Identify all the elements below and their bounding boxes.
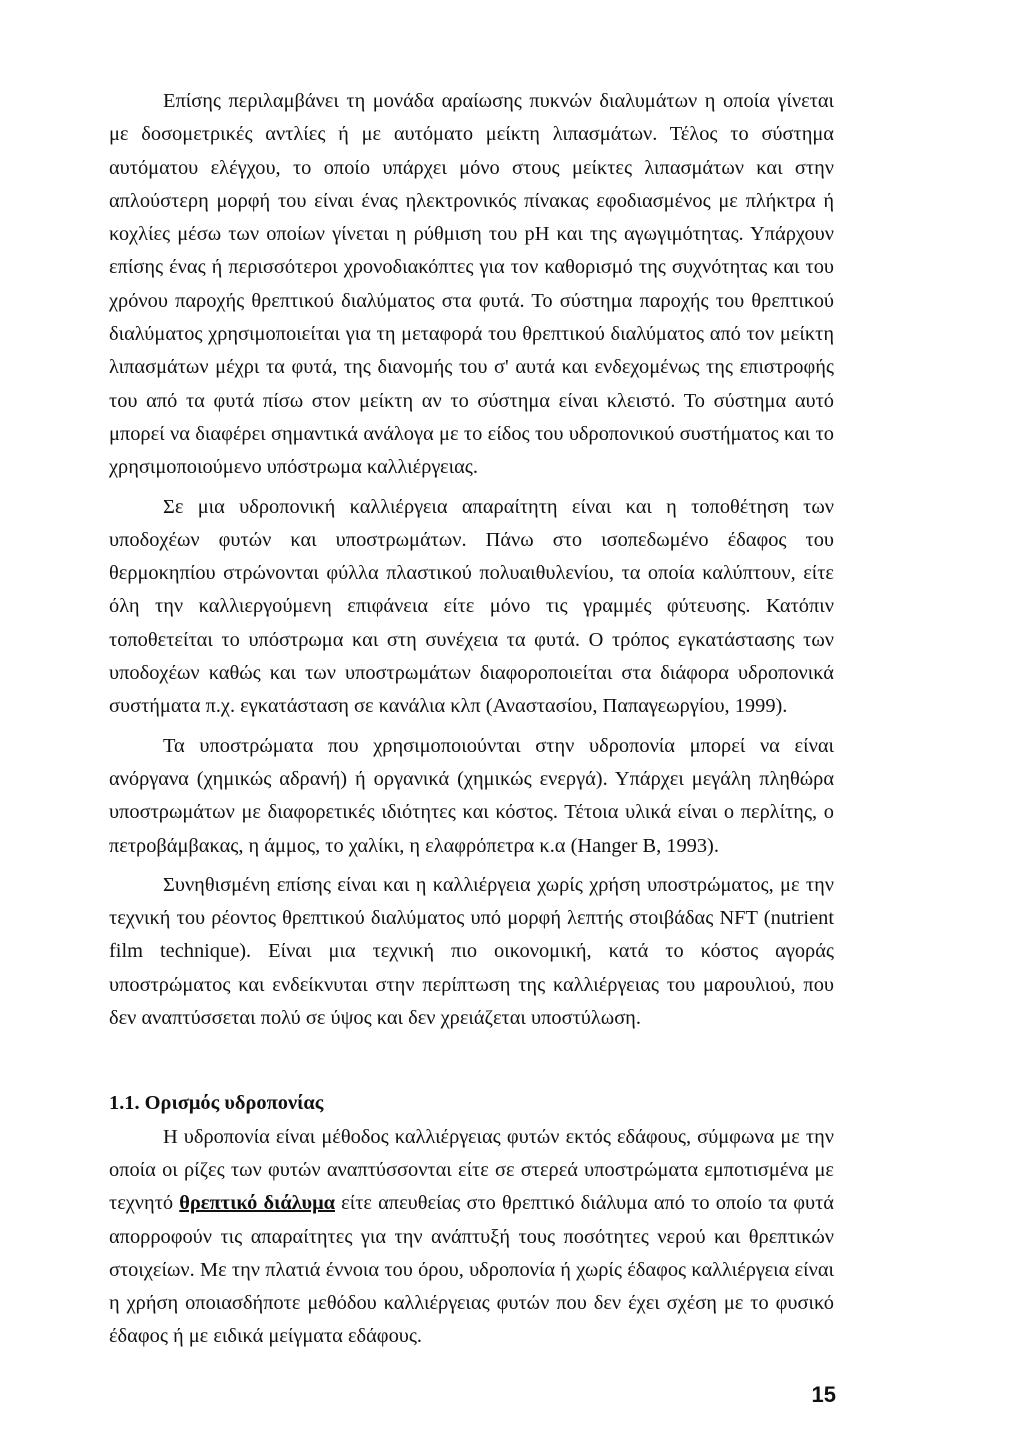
- paragraph-definition: [109, 1121, 834, 1354]
- paragraph-dosing-and-control: Επίσης περιλαμβάνει τη μονάδα αραίωσης πυκνών διαλυμάτων η οποία γίνεται με δοσομετρικές αντλίες ή με αυτόματο μείκτη λιπασμάτων. Τέλος το σύστημα αυτόματου ελέγχου, το οποίο υπάρχει μόνο στους μείκτες λιπασμάτων και στην απλούστερη μορφή του είναι ένας ηλεκτρονικός πίνακας εφοδιασμένος με πλήκτρα ή κοχλίες μέσω των οποίων γίνεται η ρύθμιση του pH και της αγωγιμότητας. Υπάρχουν επίσης ένας ή περισσότεροι χρονοδιακόπτες για τον καθορισμό της συχνότητας και του χρόνου παροχής θρεπτικού διαλύματος στα φυτά. Το σύστημα παροχής του θρεπτικού διαλύματος χρησιμοποιείται για τη μεταφορά του θρεπτικού διαλύματος από τον μείκτη λιπασμάτων μέχρι τα φυτά, της διανομής του σ' αυτά και ενδεχομένως της επιστροφής του από τα φυτά πίσω στον μείκτη αν το σύστημα είναι κλειστό. Το σύστημα αυτό μπορεί να διαφέρει σημαντικά ανάλογα με το είδος του υδροπονικού συστήματος και το χρησιμοποιούμενο υπόστρωμα καλλιέργειας.: [109, 90, 834, 479]
- paragraph-substrates: Τα υποστρώματα που χρησιμοποιούνται στην υδροπονία μπορεί να είναι ανόργανα (χημικώς αδρανή) ή οργανικά (χημικώς ενεργά). Υπάρχει μεγάλη πληθώρα υποστρωμάτων με διαφορετικές ιδιότητες και κόστος. Τέτοια υλικά είναι ο περλίτης, ο πετροβάμβακας, η άμμος, το χαλίκι, η ελαφρόπετρα κ.α (Hanger B, 1993).: [109, 734, 834, 857]
- definition-text-end: είτε απευθείας στο θρεπτικό διάλυμα από το οποίο τα φυτά απορροφούν τις απαραίτητες για την ανάπτυξή τους ποσότητες νερού και θρεπτικών στοιχείων. Με την πλατιά έννοια του όρου, υδροπονία ή χωρίς έδαφος καλλιέργεια είναι η χρήση οποιασδήποτε μεθόδου καλλιέργειας φυτών που δεν έχει σχέση με το φυσικό έδαφος ή με ειδικά μείγματα εδάφους.: [109, 1192, 834, 1348]
- page-number: 15: [811, 1382, 836, 1407]
- definition-text-start: Η υδροπονία είναι μέθοδος καλλιέργειας φυτών εκτός εδάφους, σύμφωνα με την οποία οι ρίζες των φυτών αναπτύσσονται είτε σε στερεά υποστρώματα εμποτισμένα με τεχνητό: [109, 1125, 834, 1215]
- section-heading: 1.1. Ορισμός υδροπονίας: [109, 1092, 324, 1115]
- paragraph-plant-holders: Σε μια υδροπονική καλλιέργεια απαραίτητη είναι και η τοποθέτηση των υποδοχέων φυτών και υποστρωμάτων. Πάνω στο ισοπεδωμένο έδαφος του θερμοκηπίου στρώνονται φύλλα πλαστικού πολυαιθυλενίου, τα οποία καλύπτουν, είτε όλη την καλλιεργούμενη επιφάνεια είτε μόνο τις γραμμές φύτευσης. Κατόπιν τοποθετείται το υπόστρωμα και στη συνέχεια τα φυτά. Ο τρόπος εγκατάστασης των υποδοχέων καθώς και των υποστρωμάτων διαφοροποιείται στα διάφορα υδροπονικά συστήματα π.χ. εγκατάσταση σε κανάλια κλπ (Αναστασίου, Παπαγεωργίου, 1999).: [109, 495, 834, 718]
- paragraph-nft-technique: Συνηθισμένη επίσης είναι και η καλλιέργεια χωρίς χρήση υποστρώματος, με την τεχνική του ρέοντος θρεπτικού διαλύματος υπό μορφή λεπτής στοιβάδας NFT (nutrient film technique). Είναι μια τεχνική πιο οικονομική, κατά το κόστος αγοράς υποστρώματος και ενδείκνυται στην περίπτωση της καλλιέργειας του μαρουλιού, που δεν αναπτύσσεται πολύ σε ύψος και δεν χρειάζεται υποστύλωση.: [109, 873, 834, 1030]
- document-page: [109, 85, 834, 1354]
- underlined-term: θρεπτικό διάλυμα: [179, 1192, 336, 1215]
